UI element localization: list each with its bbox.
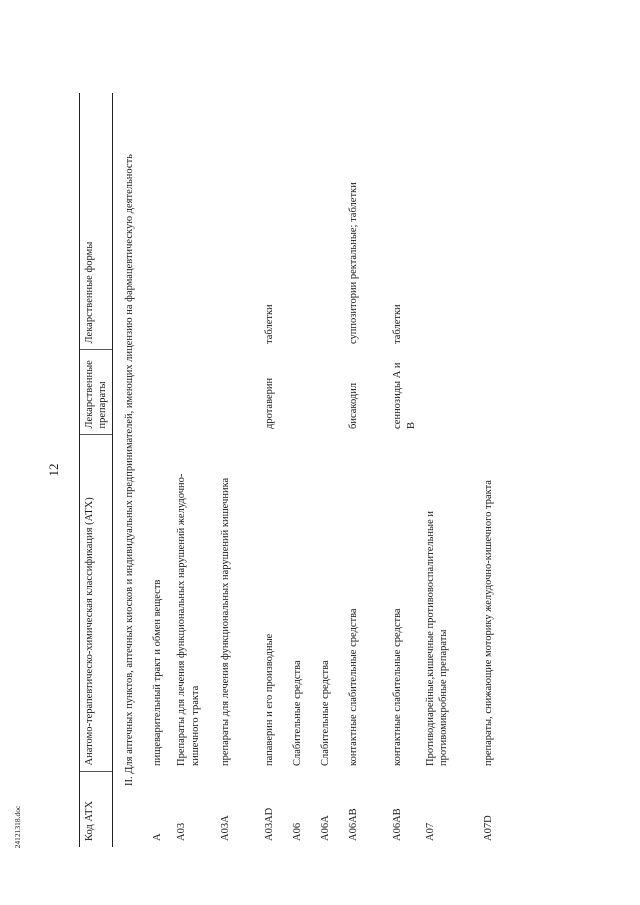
- dosage-form-cell: [421, 93, 479, 350]
- atc-code-cell: A: [152, 833, 164, 841]
- dosage-form-cell: таблетки: [264, 304, 276, 344]
- atc-classification-cell: папаверин и его производные: [264, 633, 276, 766]
- atc-classification-cell: пищеварительный тракт и обмен веществ: [152, 579, 164, 766]
- atc-code-cell: A03A: [220, 815, 232, 841]
- dosage-form-cell: [316, 93, 344, 350]
- atc-table: [79, 93, 498, 847]
- dosage-form-cell: [216, 93, 260, 350]
- table-row: [260, 93, 288, 847]
- table-row: [479, 93, 498, 847]
- drug-cell: [288, 350, 316, 435]
- header-drugs: Лекарственные препараты: [80, 350, 113, 435]
- atc-code-cell: A06: [292, 822, 304, 841]
- table-row: [388, 93, 420, 847]
- table-header-row: [80, 93, 113, 847]
- header-atc-code: Код АТХ: [80, 772, 113, 847]
- dosage-form-cell: [148, 93, 172, 350]
- atc-classification-cell: препараты, снижающие моторику желудочно-кишечного тракта: [482, 480, 494, 766]
- dosage-form-cell: суппозитории ректальные; таблетки: [348, 182, 360, 344]
- atc-classification-cell: Слабительные средства: [292, 660, 304, 766]
- table-row: [216, 93, 260, 847]
- dosage-form-cell: таблетки: [392, 304, 404, 344]
- atc-code-cell: A03AD: [264, 807, 276, 841]
- header-atc-classification: Анатомо-терапевтическо-химическая классификация (АТХ): [80, 435, 113, 772]
- drug-cell: [479, 350, 498, 435]
- drug-cell: сеннозиды А и В: [392, 362, 417, 429]
- atc-code-cell: A07: [424, 822, 436, 841]
- table-row: [172, 93, 216, 847]
- atc-code-cell: A06AB: [392, 808, 404, 841]
- table-row: [148, 93, 172, 847]
- atc-classification-cell: Противодиарейные,кишечные противовоспалительные и противомикробные препараты: [424, 510, 449, 766]
- dosage-form-cell: [479, 93, 498, 350]
- drug-cell: [421, 350, 479, 435]
- header-dosage-forms: Лекарственные формы: [80, 93, 113, 350]
- atc-classification-cell: Препараты для лечения функциональных нарушений желудочно-кишечного тракта: [176, 473, 201, 766]
- atc-code-cell: A07D: [482, 815, 494, 841]
- atc-code-cell: A03: [176, 822, 188, 841]
- table-row: [344, 93, 388, 847]
- atc-code-cell: A06A: [320, 815, 332, 841]
- dosage-form-cell: [288, 93, 316, 350]
- dosage-form-cell: [172, 93, 216, 350]
- drug-cell: бисакодил: [348, 382, 360, 429]
- drug-cell: [316, 350, 344, 435]
- document-id: 24121318.doc: [13, 805, 22, 849]
- atc-classification-cell: контактные слабительные средства: [348, 608, 360, 766]
- atc-code-cell: A06AB: [348, 808, 360, 841]
- rotated-table-frame: [79, 93, 630, 847]
- section-title: II. Для аптечных пунктов, аптечных киосков и индивидуальных предпринимателей, имеющих лицензию на фармацевтическую деятельность: [124, 154, 136, 786]
- drug-cell: [148, 350, 172, 435]
- atc-classification-cell: контактные слабительные средства: [392, 608, 404, 766]
- table-row: [288, 93, 316, 847]
- table-row: [421, 93, 479, 847]
- drug-cell: [216, 350, 260, 435]
- page-number: 12: [46, 463, 61, 477]
- atc-classification-cell: препараты для лечения функциональных нарушений кишечника: [220, 477, 232, 766]
- table-row: [316, 93, 344, 847]
- drug-cell: дротаверин: [264, 377, 276, 429]
- atc-classification-cell: Слабительные средства: [320, 660, 332, 766]
- section-title-row: [113, 93, 149, 847]
- drug-cell: [172, 350, 216, 435]
